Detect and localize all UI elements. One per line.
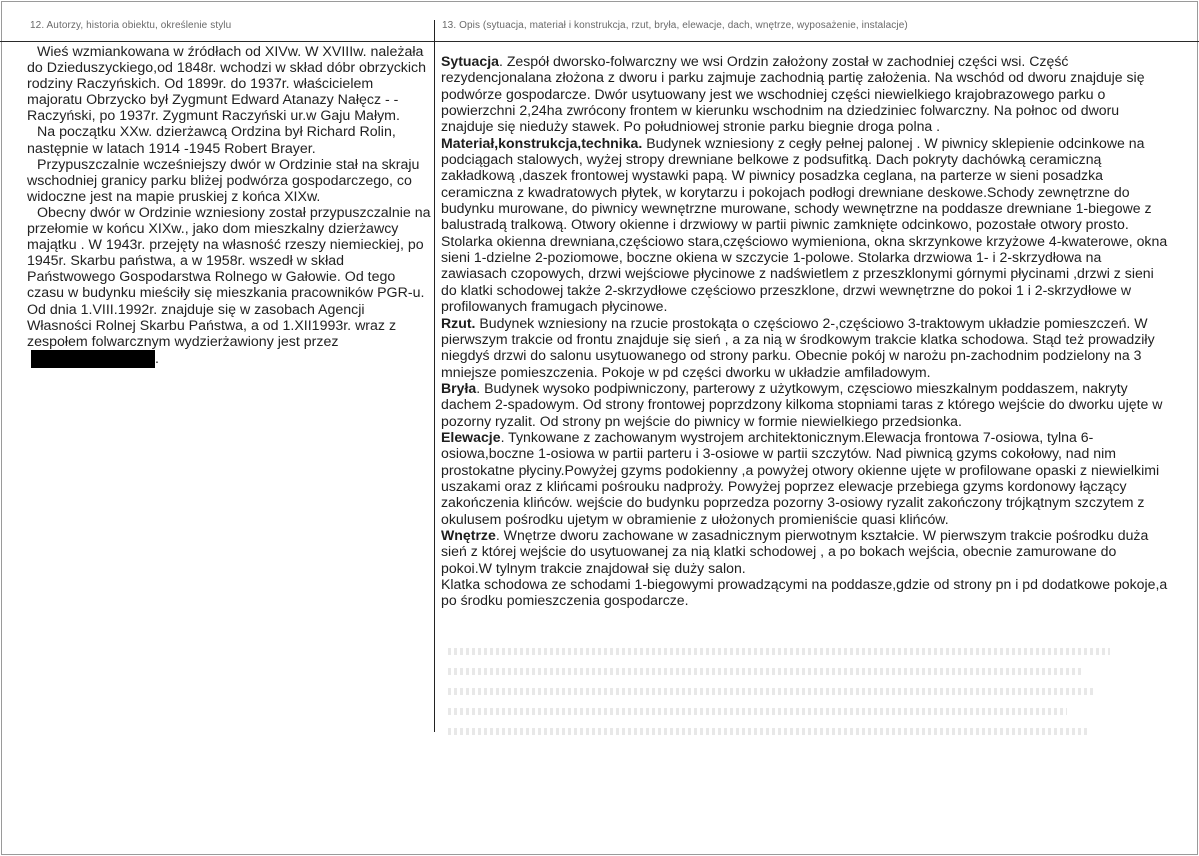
history-paragraph-village: Wieś wzmiankowana w źródłach od XIVw. W XVIIIw. należała do Dzieduszyckiego,od 1848r. wchodzi w skład dóbr obrzyckich rodziny Raczyńskich. Od 1899r. do 1937r. właścicielem majoratu Obrzycko był Zygmunt Edward Atanazy Nałęcz - -Raczyński, po 1937r. Zygmunt Raczyński ur.w Gaju Małym. [27,44,427,125]
section-wnetrze [441,527,1169,576]
label-rzut: Rzut. [441,314,476,331]
section-klatka: Klatka schodowa ze schodami 1-biegowymi prowadzącymi na poddasze,gdzie od strony pn i pd dodatkowe pokoje,a po środku pomieszczenia gospodarcze. [441,576,1168,609]
history-paragraph-earlier-manor: Przypuszczalnie wcześniejszy dwór w Ordzinie stał na skraju wschodniej granicy parku bliżej podwórza gospodarczego, co widoczne jest na mapie pruskiej z końca XIXw. [27,156,420,205]
ownership-text: Od dnia 1.VIII.1992r. znajduje się w zasobach Agencji Własności Rolnej Skarbu Państwa, a od 1.XII1993r. wraz z zespołem folwarcznym wydzierżawiony jest przez [27,301,397,350]
header-divider [0,41,1199,42]
text-wnetrze: . Wnętrze dworu zachowane w zasadnicznym pierwotnym kształcie. W pierwszym trakcie pośrodku duża sień z której wejście do usytuowanej za nią klatki schodowej , a po bokach wejścia, obecnie zamurowane do pokoi.W tylnym trakcie znajdował się duży salon. [441,526,1149,576]
text-sytuacja: . Zespół dworsko-folwarczny we wsi Ordzin założony został w zachodniej części wsi. Część rezydencjonalana złożona z dworu i parku zajmuje zachodnią partię założenia. Na wschód od dworu znajduje się podwórze gospodarcze. Dwór usytuowany jest we wschodniej części niewielkiego krajobrazowego parku o powierzchni 2,24ha zwrócony frontem w kierunku wschodnim na dziedziniec folwarczny. Na połnoc od dworu znajduje się nieduży stawek. Po południowej stronie parku biegnie droga polna . [441,53,1145,135]
section-rzut [441,315,1169,380]
label-material: Materiał,konstrukcja,technika. [441,134,643,151]
bleed-line [448,648,1110,655]
history-paragraph-ownership [27,302,431,368]
section-elewacje [441,429,1169,527]
bleed-line [448,728,1089,735]
label-bryla: Bryła [441,379,477,396]
ownership-text-end: . [155,350,159,367]
history-paragraph-tenants: Na początku XXw. dzierżawcą Ordzina był Richard Rolin, następnie w latach 1914 -1945 Robert Brayer. [27,124,396,157]
right-section-header: 13. Opis (sytuacja, materiał i konstrukcja, rzut, bryła, elewacje, dach, wnętrze, wyposażenie, instalacje) [442,20,908,31]
text-rzut: Budynek wzniesiony na rzucie prostokąta o częściowo 2-,częściowo 3-traktowym układzie pomieszczeń. W pierwszym trakcie od frontu znajduje się sień , a za nią w środkowym trakcie klatka schodowa. Stąd też prowadziły niegdyś drzwi do salonu usytuowanego od strony parku. Obecnie pokój w narożu pn-zachodnim podzielony na 3 mniejsze pomieszczenia. Pokoje w pd części dworku w układzie amfiladowym. [441,314,1155,380]
bleed-through-text [448,648,1168,748]
section-sytuacja [441,53,1169,135]
description-column [441,53,1169,609]
left-section-header: 12. Autorzy, historia obiektu, określenie stylu [30,20,232,31]
label-elewacje: Elewacje [441,428,501,445]
bleed-line [448,708,1067,715]
text-elewacje: . Tynkowane z zachowanym wystrojem architektonicznym.Elewacja frontowa 7-osiowa, tylna 6-osiowa,boczne 1-osiowa w partii parteru i 3-osiowe w partii szczytów. Nad piwnicą gzyms cokołowy, nad nim prostokatne płyciny.Powyżej gzyms podokienny ,a powyżej otwory okienne ujęte w profilowane opaski z niewielkimi uszakami oraz z klińcami pośrouku nadprożу. Powyżej poprzez elewacje przebiega gzyms kordonowy łączący zakończenia klińców. wejście do budynku poprzedza pozorny 3-osiowy ryzalit zakończony trójkątnym szczytem z okulusem pośrodku ujetym w obramienie z ułożonych promieniście quasi klińców. [441,428,1160,527]
section-bryla [441,380,1169,429]
history-column [27,44,431,368]
column-divider [434,20,435,732]
label-wnetrze: Wnętrze [441,526,496,543]
text-bryla: . Budynek wysoko podpiwniczony, parterowy z użytkowym, częsciowo mieszkalnym poddaszem, nakryty dachem 2-spadowym. Od strony frontowej poprzdzony kilkoma stopniami taras z którego wejście do dworku ujęte w pozorny ryzalit. Od strony pn wejście do piwnicy w formie niewielkiego przedsionka. [441,379,1163,429]
label-sytuacja: Sytuacja [441,53,499,69]
bleed-line [448,688,1096,695]
redacted-block [31,350,155,368]
section-material [441,135,1169,315]
history-paragraph-current-manor: Obecny dwór w Ordzinie wzniesiony został przypuszczalnie na przełomie w końcu XIXw., jako dom mieszkalny dzierżawcy majątku . W 1943r. przejęty na własność rzeszy niemieckiej, po 1945r. Skarbu państwa, a w 1958r. wszedł w skład Państwowego Gospodarstwa Rolnego w Gałowie. Od tego czasu w budynku mieściły się mieszkania pracowników PGR-u. [27,204,431,302]
bleed-line [448,668,1082,675]
text-material: Budynek wzniesiony z cegły pełnej palonej . W piwnicy sklepienie odcinkowe na podciągach stalowych, wyżej stropy drewniane belkowe z podsufitką. Dach pokryty dachówką ceramiczną zakładkową ,daszek frontowej wystawki papą. W piwnicy posadzka ceglana, na parterze w sieni posadzka ceramiczna z kwadratowych płytek, w korytarzu i pokojach podłogi drewniane deskowe.Schody zewnętrzne do budynku murowane, do piwnicy wewnętrzne murowane, schody wewnętrzne na poddasze drewniane 1-biegowe z balustradą tralkową. Otwory okienne i drzwiowy w partii piwnic zamknięte odcinkowo, pozostałe otwory prosto. Stolarka okienna drewniana,częściowo stara,częściowo wymieniona, okna skrzynkowe krzyżowe 4-kwaterowe, okna sieni 1-dzielne 2-poziomowe, boczne okiena w szczycie 1-polowe. Stolarka drzwiowa 1- i 2-skrzydłowa na zawiasach czopowych, drzwi wejściowe płycinowe z nadświetlem z przeszklonymi górnymi płycinami ,drzwi z sieni do klatki schodowej także 2-skrzydłowe częściowo przeszklone, drzwi wewnętrzne do pokoi 1 i 2-skrzydłowe w profilowanych framugach płycinowe. [441,134,1168,315]
